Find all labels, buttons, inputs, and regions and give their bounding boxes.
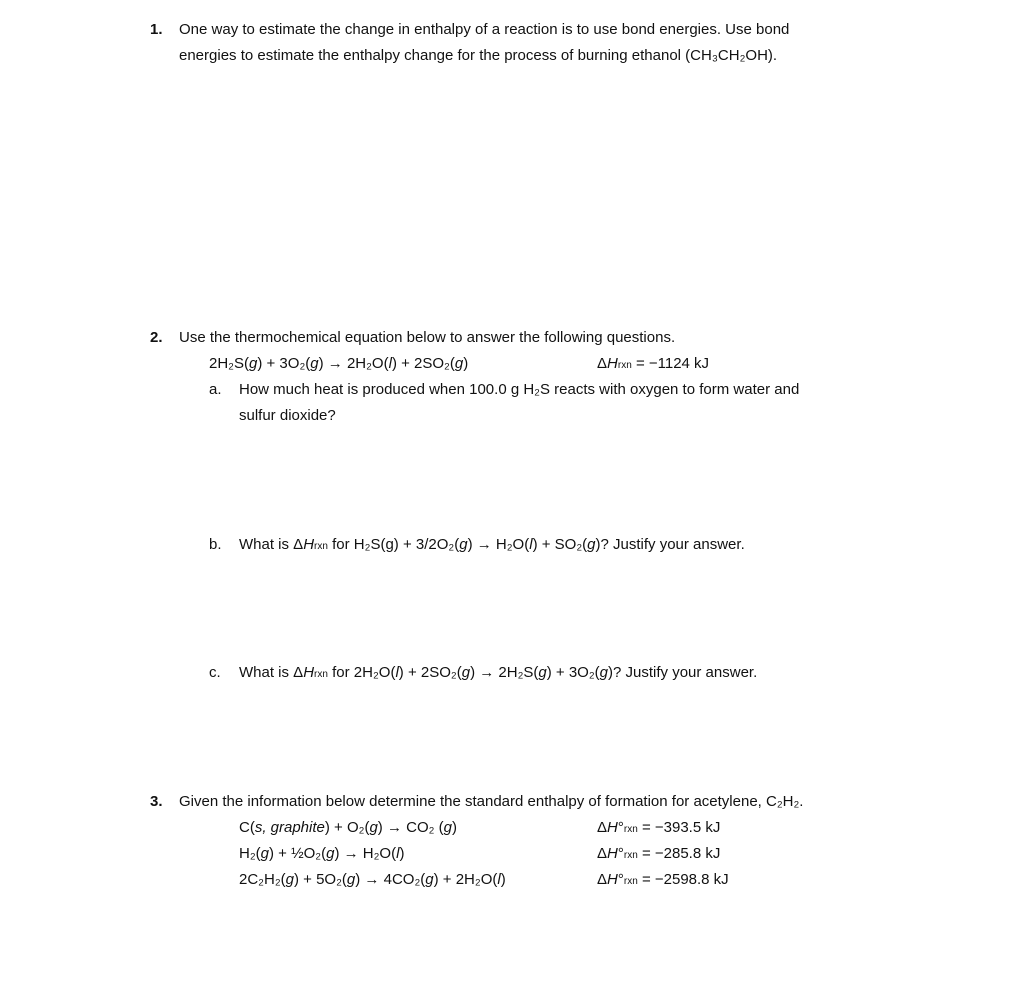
question-2-intro: Use the thermochemical equation below to answer the following questions. <box>179 329 676 346</box>
question-3-enthalpy-3: ΔH°rxn = −2598.8 kJ <box>597 871 729 888</box>
question-2b-text: What is ΔHrxn for H₂S(g) + 3/2O₂(g) → H₂O(l) + SO₂(g)? Justify your answer. <box>239 536 745 553</box>
question-2-equation: 2H₂S(g) + 3O₂(g) → 2H₂O(l) + 2SO₂(g) <box>209 355 469 372</box>
question-2a-label: a. <box>209 381 222 398</box>
question-2c-label: c. <box>209 664 221 681</box>
question-3-equation-3: 2C₂H₂(g) + 5O₂(g) → 4CO₂(g) + 2H₂O(l) <box>239 871 506 888</box>
question-3-number: 3. <box>150 793 163 810</box>
question-3-equation-2: H₂(g) + ½O₂(g) → H₂O(l) <box>239 845 405 862</box>
question-2-number: 2. <box>150 329 163 346</box>
question-2c-text: What is ΔHrxn for 2H₂O(l) + 2SO₂(g) → 2H₂S(g) + 3O₂(g)? Justify your answer. <box>239 664 758 681</box>
question-2-enthalpy: ΔHrxn = −1124 kJ <box>597 355 710 372</box>
question-3-intro: Given the information below determine the standard enthalpy of formation for acetylene, C₂H₂. <box>179 793 804 810</box>
question-2b-label: b. <box>209 536 222 553</box>
question-1-line-1: One way to estimate the change in enthalpy of a reaction is to use bond energies. Use bond <box>179 21 790 38</box>
question-2a-line-1: How much heat is produced when 100.0 g H₂S reacts with oxygen to form water and <box>239 381 800 398</box>
question-1-line-2: energies to estimate the enthalpy change for the process of burning ethanol (CH₃CH₂OH). <box>179 47 778 64</box>
question-2a-line-2: sulfur dioxide? <box>239 407 336 424</box>
question-3-enthalpy-2: ΔH°rxn = −285.8 kJ <box>597 845 721 862</box>
question-3-equation-1: C(s, graphite) + O₂(g) → CO₂ (g) <box>239 819 457 836</box>
question-1-number: 1. <box>150 21 163 38</box>
question-3-enthalpy-1: ΔH°rxn = −393.5 kJ <box>597 819 721 836</box>
